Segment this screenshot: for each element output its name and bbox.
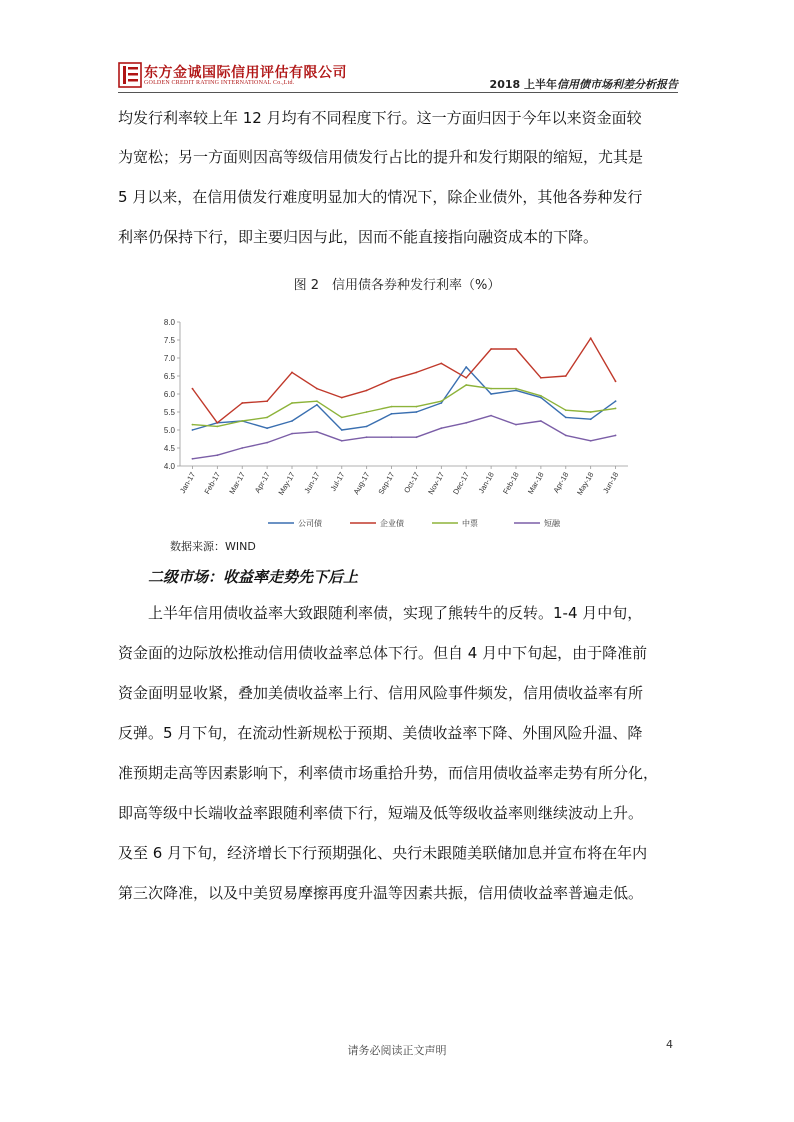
data-point	[540, 420, 542, 422]
company-name-en: GOLDEN CREDIT RATING INTERNATIONAL Co.,Ltd.	[144, 80, 295, 86]
data-point	[440, 402, 442, 404]
data-point	[615, 408, 617, 410]
page-number: 4	[666, 1038, 673, 1051]
data-point	[241, 420, 243, 422]
data-point	[540, 397, 542, 399]
data-point	[416, 406, 418, 408]
x-tick-label: Jan-18	[476, 470, 496, 495]
data-point	[291, 372, 293, 374]
data-point	[440, 427, 442, 429]
data-point	[565, 417, 567, 419]
footer-disclaimer: 请务必阅读正文声明	[347, 1044, 447, 1057]
x-tick-label: Apr-18	[551, 470, 571, 495]
series-line	[192, 338, 615, 423]
data-point	[192, 424, 194, 426]
y-tick-label: 8.0	[163, 318, 175, 327]
y-tick-label: 4.5	[163, 444, 175, 453]
data-point	[366, 436, 368, 438]
body-line: 反弹。5 月下旬，在流动性新规松于预期、美债收益率下降、外围风险升温、降	[118, 724, 643, 742]
body-line: 资金面的边际放松推动信用债收益率总体下行。但自 4 月中下旬起，由于降准前	[118, 644, 648, 662]
data-point	[241, 402, 243, 404]
data-point	[515, 390, 517, 392]
x-tick-label: Jan-17	[177, 470, 198, 495]
data-point	[391, 379, 393, 381]
data-point	[366, 390, 368, 392]
data-point	[291, 433, 293, 435]
y-tick-label: 4.0	[163, 462, 175, 471]
data-point	[216, 426, 218, 428]
body-line: 资金面明显收紧，叠加美债收益率上行、信用风险事件频发，信用债收益率有所	[118, 684, 644, 702]
x-tick-label: Mar-17	[227, 470, 247, 496]
x-tick-label: Feb-18	[501, 470, 521, 496]
header-divider	[118, 92, 678, 93]
data-point	[341, 429, 343, 431]
data-point	[440, 363, 442, 365]
data-point	[391, 436, 393, 438]
x-tick-label: Dec-17	[451, 470, 471, 496]
body-line: 即高等级中长端收益率跟随利率债下行，短端及低等级收益率则继续波动上升。	[118, 804, 644, 822]
data-point	[416, 436, 418, 438]
line-chart	[148, 308, 648, 536]
data-point	[615, 435, 617, 437]
x-tick-label: Jun-17	[302, 470, 322, 495]
figure-source: 数据来源：WIND	[170, 540, 256, 553]
data-point	[565, 375, 567, 377]
x-tick-label: May-18	[575, 470, 596, 497]
legend-label: 公司债	[298, 519, 322, 528]
body-line: 利率仍保持下行，即主要归因与此，因而不能直接指向融资成本的下降。	[118, 228, 599, 246]
x-tick-label: Feb-17	[202, 470, 223, 496]
data-point	[291, 420, 293, 422]
page-header	[118, 60, 678, 92]
data-point	[192, 429, 194, 431]
data-point	[615, 381, 617, 383]
x-tick-label: Sep-17	[376, 470, 397, 496]
body-line: 均发行利率较上年 12 月均有不同程度下行。这一方面归因于今年以来资金面较	[118, 109, 642, 127]
data-point	[391, 413, 393, 415]
y-tick-label: 5.0	[163, 426, 175, 435]
data-point	[565, 409, 567, 411]
data-point	[241, 447, 243, 449]
company-logo-icon	[118, 62, 142, 88]
data-point	[266, 427, 268, 429]
section-heading: 二级市场：收益率走势先下后上	[148, 568, 359, 586]
data-point	[490, 388, 492, 390]
data-point	[515, 348, 517, 350]
data-point	[465, 377, 467, 379]
data-point	[341, 397, 343, 399]
data-point	[590, 337, 592, 339]
report-title-year: 2018 上半年	[489, 78, 557, 91]
data-point	[266, 442, 268, 444]
issuance-rate-chart	[148, 308, 648, 536]
data-point	[216, 422, 218, 424]
data-point	[490, 415, 492, 417]
legend-label: 企业债	[380, 519, 404, 528]
data-point	[291, 402, 293, 404]
data-point	[465, 384, 467, 386]
data-point	[341, 440, 343, 442]
data-point	[316, 388, 318, 390]
data-point	[366, 411, 368, 413]
data-point	[515, 388, 517, 390]
legend-label: 短融	[544, 519, 560, 528]
company-name-cn: 东方金诚国际信用评估有限公司	[144, 65, 347, 81]
series-line	[192, 416, 615, 459]
body-line: 5 月以来，在信用债发行难度明显加大的情况下，除企业债外，其他各券种发行	[118, 188, 643, 206]
legend-label: 中票	[462, 519, 478, 528]
x-tick-label: May-17	[276, 470, 297, 497]
data-point	[192, 388, 194, 390]
body-line: 为宽松；另一方面则因高等级信用债发行占比的提升和发行期限的缩短，尤其是	[118, 148, 644, 166]
body-line: 上半年信用债收益率大致跟随利率债，实现了熊转牛的反转。1-4 月中旬，	[148, 604, 643, 622]
y-tick-label: 7.0	[163, 354, 175, 363]
x-tick-label: Aug-17	[351, 470, 372, 496]
x-tick-label: Nov-17	[426, 470, 447, 496]
data-point	[366, 426, 368, 428]
data-point	[316, 431, 318, 433]
body-line: 准预期走高等因素影响下，利率债市场重拾升势，而信用债收益率走势有所分化，	[118, 764, 659, 782]
data-point	[266, 400, 268, 402]
x-tick-label: Mar-18	[525, 470, 546, 496]
data-point	[316, 400, 318, 402]
data-point	[341, 417, 343, 419]
data-point	[391, 406, 393, 408]
data-point	[490, 393, 492, 395]
data-point	[266, 417, 268, 419]
data-point	[590, 411, 592, 413]
data-point	[515, 424, 517, 426]
data-point	[615, 400, 617, 402]
data-point	[590, 418, 592, 420]
data-point	[540, 377, 542, 379]
y-tick-label: 6.5	[163, 372, 175, 381]
data-point	[540, 395, 542, 397]
data-point	[590, 440, 592, 442]
data-point	[490, 348, 492, 350]
data-point	[565, 435, 567, 437]
y-tick-label: 5.5	[163, 408, 175, 417]
data-point	[192, 458, 194, 460]
x-tick-label: Jul-17	[328, 470, 347, 493]
report-title	[490, 76, 678, 92]
y-tick-label: 7.5	[163, 336, 175, 345]
data-point	[465, 366, 467, 368]
body-line: 第三次降准，以及中美贸易摩擦再度升温等因素共振，信用债收益率普遍走低。	[118, 884, 644, 902]
report-title-main: 信用债市场利差分析报告	[557, 78, 678, 91]
data-point	[316, 404, 318, 406]
figure-caption: 图 2 信用债各券种发行利率（%）	[293, 278, 501, 293]
data-point	[465, 422, 467, 424]
data-point	[416, 411, 418, 413]
data-point	[416, 372, 418, 374]
x-tick-label: Oct-17	[402, 470, 422, 495]
x-tick-label: Apr-17	[252, 470, 272, 495]
x-tick-label: Jun-18	[601, 470, 621, 495]
data-point	[440, 400, 442, 402]
body-line: 及至 6 月下旬，经济增长下行预期强化、央行未跟随美联储加息并宣布将在年内	[118, 844, 648, 862]
data-point	[216, 454, 218, 456]
y-tick-label: 6.0	[163, 390, 175, 399]
